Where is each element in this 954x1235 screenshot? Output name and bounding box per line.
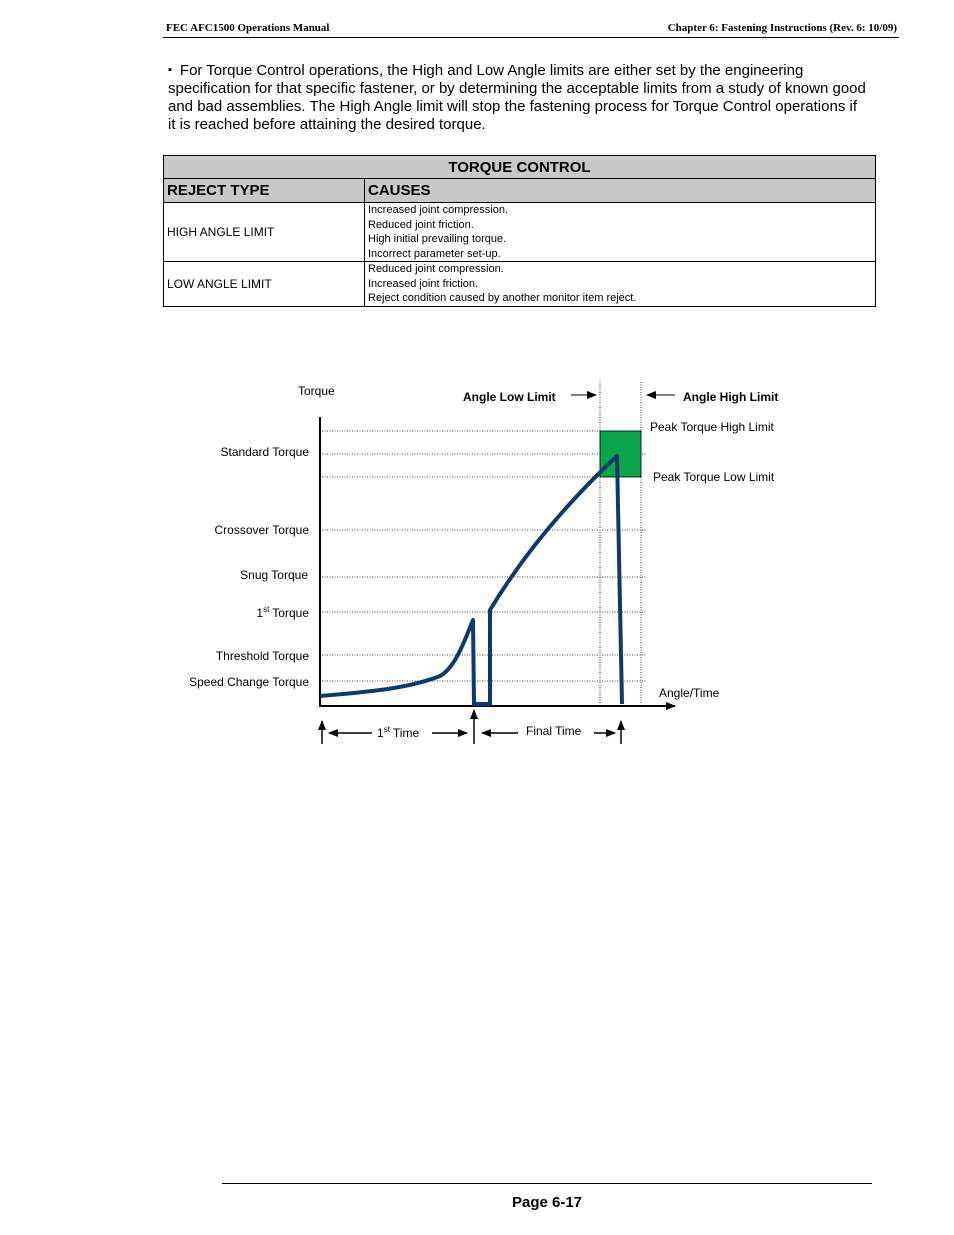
table-row: [164, 262, 876, 307]
accept-window: [600, 431, 641, 477]
first-time-suffix: Time: [392, 726, 420, 740]
torque-level-gridlines: [322, 382, 646, 704]
page-number: Page 6-17: [511, 1194, 583, 1211]
column-header-reject-type: REJECT TYPE: [164, 179, 365, 203]
cause-item: Increased joint friction.: [368, 277, 479, 290]
header-divider: [163, 37, 899, 38]
reject-type-cell: LOW ANGLE LIMIT: [164, 262, 365, 307]
first-time-prefix: 1: [377, 726, 384, 740]
cause-item: Incorrect parameter set-up.: [368, 247, 501, 260]
speed-change-torque-label: Speed Change Torque: [189, 675, 309, 689]
footer-divider: [222, 1183, 872, 1184]
column-header-causes: CAUSES: [365, 179, 876, 203]
bullet-text: For Torque Control operations, the High and Low Angle limits are either set by the engineering specification for that specific fastener, or by determining the acceptable limits from a study of known good and bad assemblies. The High Angle limit will stop the fastening process for Torque Control operations if it is reached before attaining the desired torque.: [168, 62, 866, 133]
reject-type-cell: HIGH ANGLE LIMIT: [164, 203, 365, 262]
causes-cell: [365, 262, 876, 307]
header-chapter-title: Chapter 6: Fastening Instructions (Rev. 6: 10/09): [667, 22, 897, 34]
y-axis-label: Torque: [298, 384, 335, 398]
causes-cell: [365, 203, 876, 262]
first-torque-sup: st: [263, 605, 270, 614]
first-torque-suffix: Torque: [272, 606, 309, 620]
angle-high-limit-label: Angle High Limit: [683, 390, 779, 404]
torque-control-diagram: [170, 370, 790, 750]
table-header-row: [164, 179, 876, 203]
torque-curve: [320, 456, 622, 704]
standard-torque-label: Standard Torque: [220, 445, 309, 459]
final-time-label: Final Time: [526, 724, 582, 738]
cause-item: Reduced joint compression.: [368, 263, 504, 275]
angle-low-limit-label: Angle Low Limit: [463, 390, 556, 404]
header-manual-title: FEC AFC1500 Operations Manual: [166, 22, 330, 34]
cause-item: Reject condition caused by another monitor item reject.: [368, 292, 637, 304]
bullet-mark: ▪: [168, 64, 172, 76]
snug-torque-label: Snug Torque: [240, 568, 308, 582]
first-time-label: [377, 725, 419, 740]
table-title: TORQUE CONTROL: [164, 156, 876, 179]
table-row: [164, 203, 876, 262]
cause-item: Reduced joint friction.: [368, 218, 474, 231]
peak-torque-high-label: Peak Torque High Limit: [650, 420, 774, 434]
first-torque-label: [256, 605, 309, 620]
peak-torque-low-label: Peak Torque Low Limit: [653, 470, 775, 484]
bullet-paragraph: [168, 61, 868, 134]
cause-item: High initial prevailing torque.: [368, 233, 507, 245]
x-axis-label: Angle/Time: [659, 686, 720, 700]
crossover-torque-label: Crossover Torque: [214, 523, 309, 537]
torque-control-table: [163, 155, 876, 307]
first-time-sup: st: [383, 725, 390, 734]
threshold-torque-label: Threshold Torque: [215, 649, 309, 663]
cause-item: Increased joint compression.: [368, 204, 509, 216]
first-torque-prefix: 1: [256, 606, 264, 620]
table-title-row: [164, 156, 876, 179]
